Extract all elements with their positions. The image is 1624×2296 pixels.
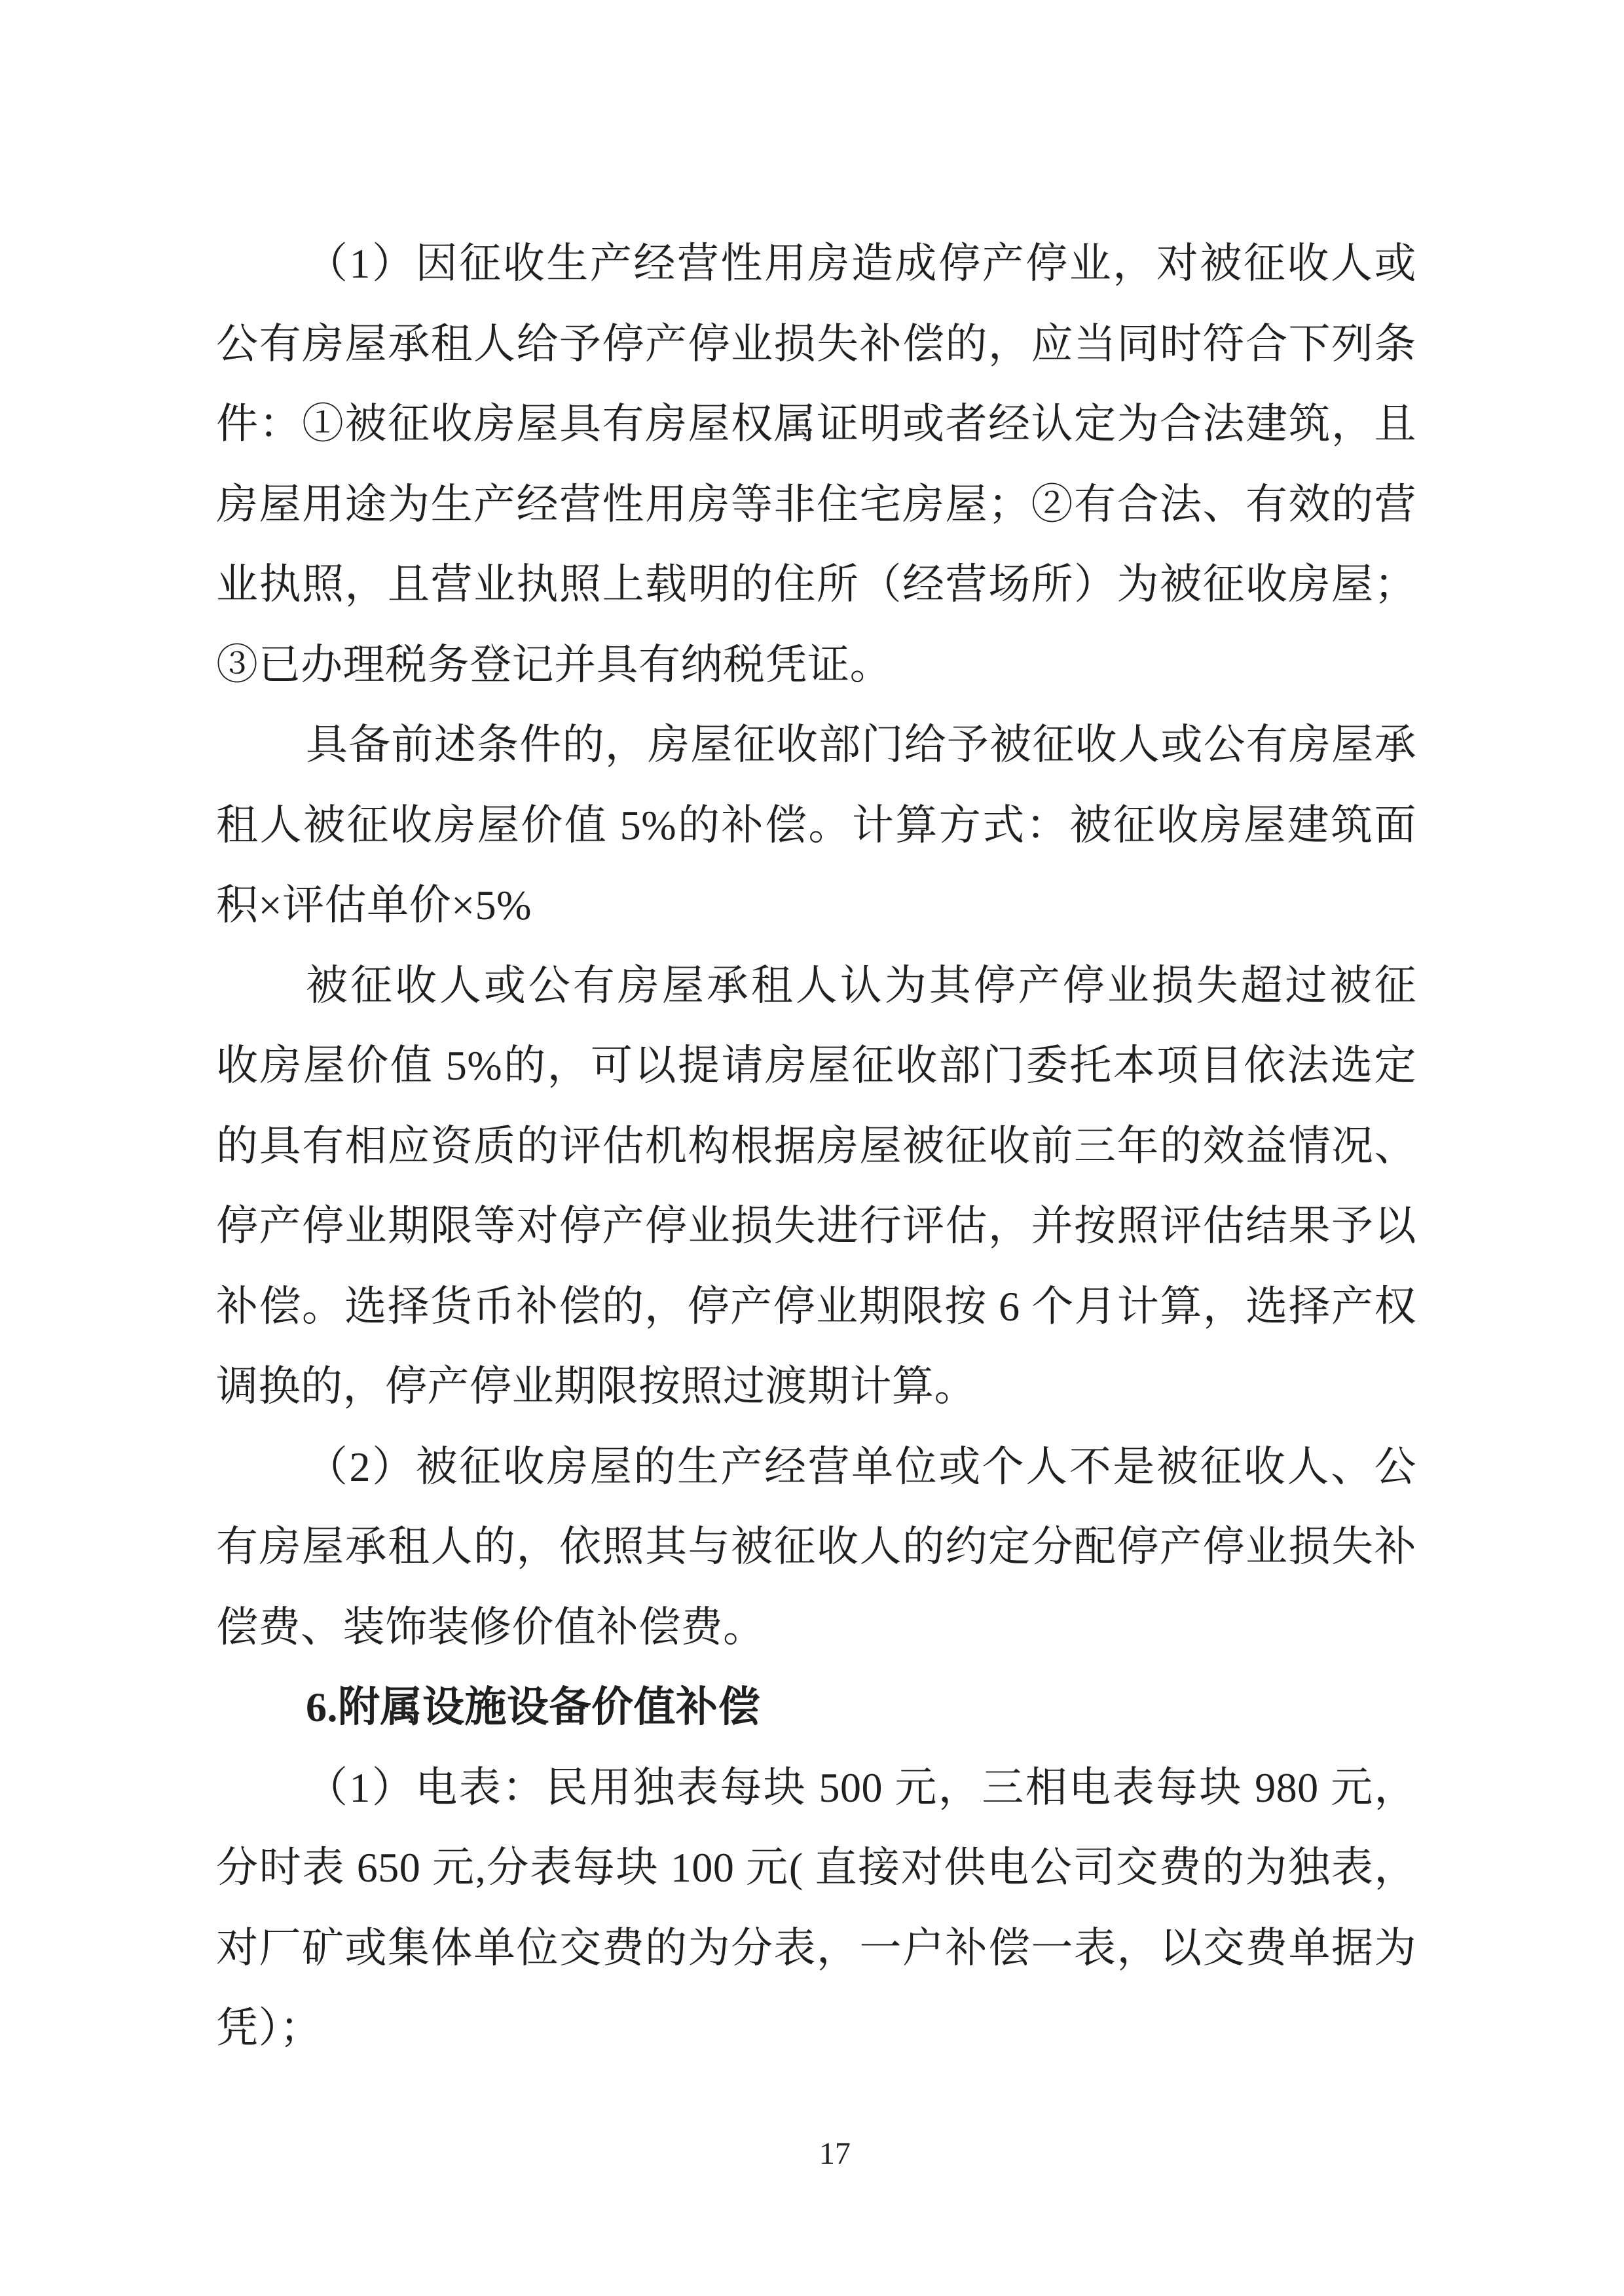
doc-line: 分时表 650 元,分表每块 100 元( 直接对供电公司交费的为独表， xyxy=(216,1844,1416,1891)
document-text-block xyxy=(216,224,1416,2069)
doc-line: 补偿。选择货币补偿的，停产停业期限按 6 个月计算，选择产权 xyxy=(216,1283,1416,1330)
doc-line: 的具有相应资质的评估机构根据房屋被征收前三年的效益情况、 xyxy=(216,1122,1416,1169)
doc-line: 停产停业期限等对停产停业损失进行评估，并按照评估结果予以 xyxy=(216,1203,1416,1249)
doc-line: ③已办理税务登记并具有纳税凭证。 xyxy=(216,641,892,688)
doc-line: 被征收人或公有房屋承租人认为其停产停业损失超过被征 xyxy=(306,962,1416,1009)
doc-line: 件：①被征收房屋具有房屋权属证明或者经认定为合法建筑，且 xyxy=(216,401,1416,447)
doc-line: 租人被征收房屋价值 5%的补偿。计算方式：被征收房屋建筑面 xyxy=(216,801,1416,848)
page-number: 17 xyxy=(819,2136,851,2171)
doc-line: （2）被征收房屋的生产经营单位或个人不是被征收人、公 xyxy=(306,1443,1416,1490)
doc-line: 有房屋承租人的，依照其与被征收人的约定分配停产停业损失补 xyxy=(216,1523,1416,1570)
doc-line: 公有房屋承租人给予停产停业损失补偿的，应当同时符合下列条 xyxy=(216,320,1416,367)
doc-line: 业执照，且营业执照上载明的住所（经营场所）为被征收房屋； xyxy=(216,561,1416,608)
doc-line: 收房屋价值 5%的，可以提请房屋征收部门委托本项目依法选定 xyxy=(216,1042,1416,1089)
section-heading: 6.附属设施设备价值补偿 xyxy=(306,1684,760,1730)
doc-line: 偿费、装饰装修价值补偿费。 xyxy=(216,1603,766,1650)
doc-line: （1）电表：民用独表每块 500 元，三相电表每块 980 元， xyxy=(306,1764,1416,1811)
doc-line: 房屋用途为生产经营性用房等非住宅房屋；②有合法、有效的营 xyxy=(216,481,1416,528)
doc-line: 凭）； xyxy=(216,2005,322,2051)
doc-line: 具备前述条件的，房屋征收部门给予被征收人或公有房屋承 xyxy=(306,721,1416,768)
doc-line: 调换的，停产停业期限按照过渡期计算。 xyxy=(216,1363,976,1410)
doc-line: 对厂矿或集体单位交费的为分表，一户补偿一表，以交费单据为 xyxy=(216,1924,1416,1971)
doc-line: 积×评估单价×5% xyxy=(216,882,532,928)
doc-line: （1）因征收生产经营性用房造成停产停业，对被征收人或 xyxy=(306,240,1416,287)
